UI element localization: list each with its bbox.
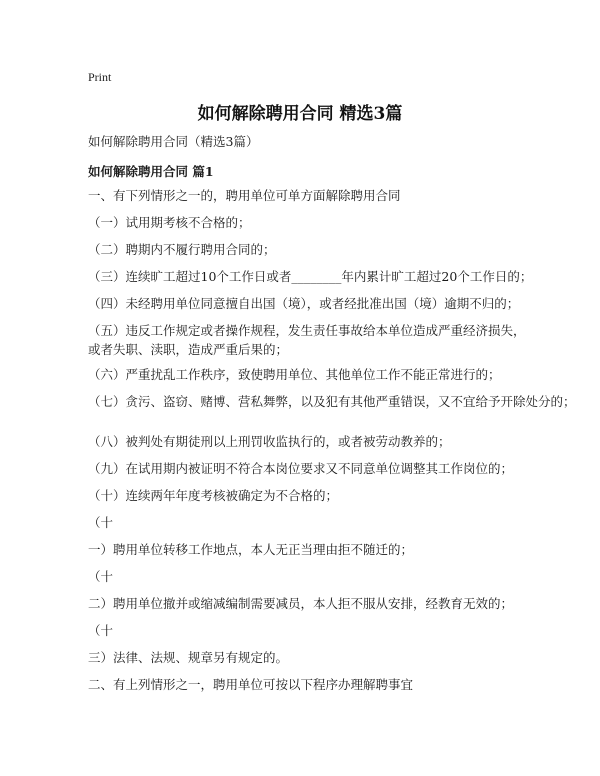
print-link[interactable]: Print	[88, 70, 112, 84]
paragraph: （三）连续旷工超过10个工作日或者________年内累计旷工超过20个工作日的；	[88, 269, 533, 284]
document-title: 如何解除聘用合同 精选3篇	[197, 104, 403, 124]
paragraph: （五）违反工作规定或者操作规程，发生责任事故给本单位造成严重经济损失，或者失职、渎职，造成严重后果的；	[88, 323, 526, 357]
paragraph: 一、有下列情形之一的，聘用单位可单方面解除聘用合同	[88, 188, 401, 203]
section-heading: 如何解除聘用合同 篇1	[88, 164, 214, 179]
paragraph: 三）法律、法规、规章另有规定的。	[88, 650, 289, 665]
paragraph: （二）聘期内不履行聘用合同的；	[88, 242, 276, 257]
document-subtitle: 如何解除聘用合同（精选3篇）	[88, 134, 259, 149]
paragraph: （四）未经聘用单位同意擅自出国（境），或者经批准出国（境）逾期不归的；	[88, 296, 520, 311]
paragraph: 二）聘用单位撤并或缩减编制需要减员，本人拒不服从安排，经教育无效的；	[88, 596, 514, 611]
paragraph: （七）贪污、盗窃、赌博、营私舞弊，以及犯有其他严重错误，又不宜给予开除处分的；	[88, 394, 576, 409]
paragraph: （一）试用期考核不合格的；	[88, 215, 251, 230]
paragraph: 一）聘用单位转移工作地点，本人无正当理由拒不随迁的；	[88, 542, 414, 557]
paragraph: 二、有上列情形之一，聘用单位可按以下程序办理解聘事宜	[88, 677, 414, 692]
paragraph: （八）被判处有期徒刑以上刑罚收监执行的，或者被劳动教养的；	[88, 434, 451, 449]
paragraph: （六）严重扰乱工作秩序，致使聘用单位、其他单位工作不能正常进行的；	[88, 367, 501, 382]
paragraph: （十	[88, 569, 114, 584]
paragraph: （十	[88, 515, 114, 530]
paragraph: （九）在试用期内被证明不符合本岗位要求又不同意单位调整其工作岗位的；	[88, 461, 514, 476]
paragraph: （十	[88, 623, 114, 638]
paragraph: （十）连续两年年度考核被确定为不合格的；	[88, 488, 339, 503]
